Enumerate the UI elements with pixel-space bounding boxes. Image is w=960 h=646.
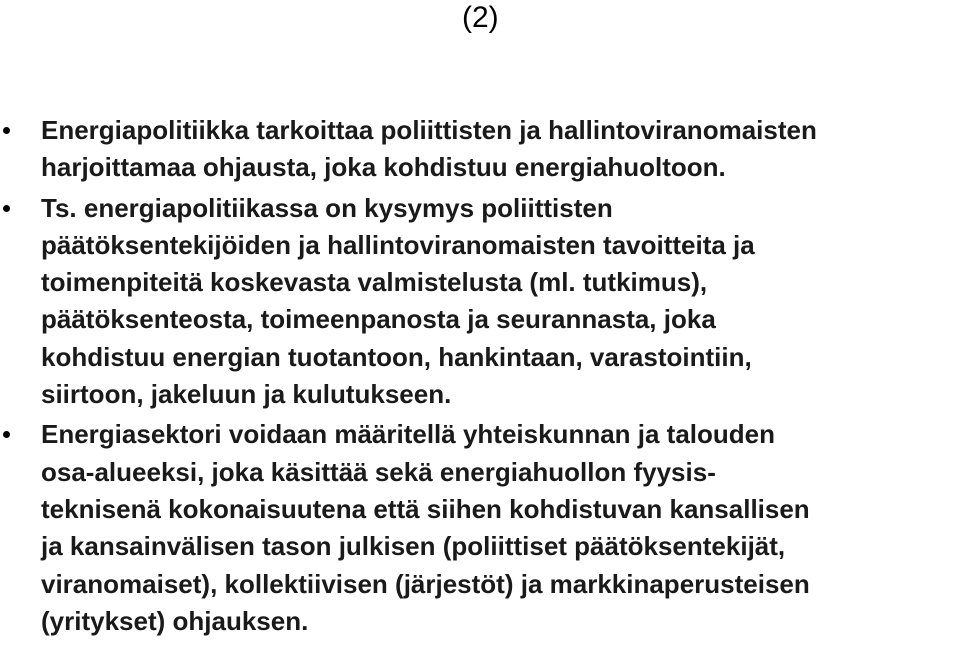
bullet-text-line: kohdistuu energian tuotantoon, hankintaan, varastointiin, xyxy=(41,341,752,372)
bullet-dot-icon xyxy=(3,205,10,212)
bullet-text-line: Energiapolitiikka tarkoittaa poliittisten ja hallintoviranomaisten xyxy=(41,115,817,145)
bullet-text-line: päätöksentekijöiden ja hallintoviranomaisten tavoitteita ja xyxy=(41,229,755,260)
bullet-item-energy-sector-definition xyxy=(0,416,960,640)
bullet-text-line: Energiasektori voidaan määritellä yhteiskunnan ja talouden xyxy=(41,419,776,450)
bullet-text-line: (yritykset) ohjauksen. xyxy=(41,605,309,636)
bullet-text-line: siirtoon, jakeluun ja kulutukseen. xyxy=(41,379,452,410)
bullet-text-line: harjoittamaa ohjausta, joka kohdistuu energiahuoltoon. xyxy=(41,152,726,183)
bullet-text-line: viranomaiset), kollektiivisen (järjestöt) ja markkinaperusteisen xyxy=(41,568,810,599)
bullet-text-line: ja kansainvälisen tason julkisen (poliittiset päätöksentekijät, xyxy=(41,531,786,562)
bullet-text-line: Ts. energiapolitiikassa on kysymys poliittisten xyxy=(41,192,613,223)
bullet-text-line: teknisenä kokonaisuutena että siihen kohdistuvan kansallisen xyxy=(41,493,810,524)
bullet-item-energy-policy-definition xyxy=(0,112,960,187)
bullet-item-energy-policy-scope xyxy=(0,190,960,414)
bullet-text-line: toimenpiteitä koskevasta valmistelusta (ml. tutkimus), xyxy=(41,267,708,298)
bullet-dot-icon xyxy=(3,431,10,438)
bullet-text-line: päätöksenteosta, toimeenpanosta ja seurannasta, joka xyxy=(41,304,716,335)
bullet-dot-icon xyxy=(3,127,10,134)
bullet-list xyxy=(0,112,960,643)
bullet-text-line: osa-alueeksi, joka käsittää sekä energiahuollon fyysis- xyxy=(41,456,716,487)
slide-number: (2) xyxy=(462,1,499,34)
